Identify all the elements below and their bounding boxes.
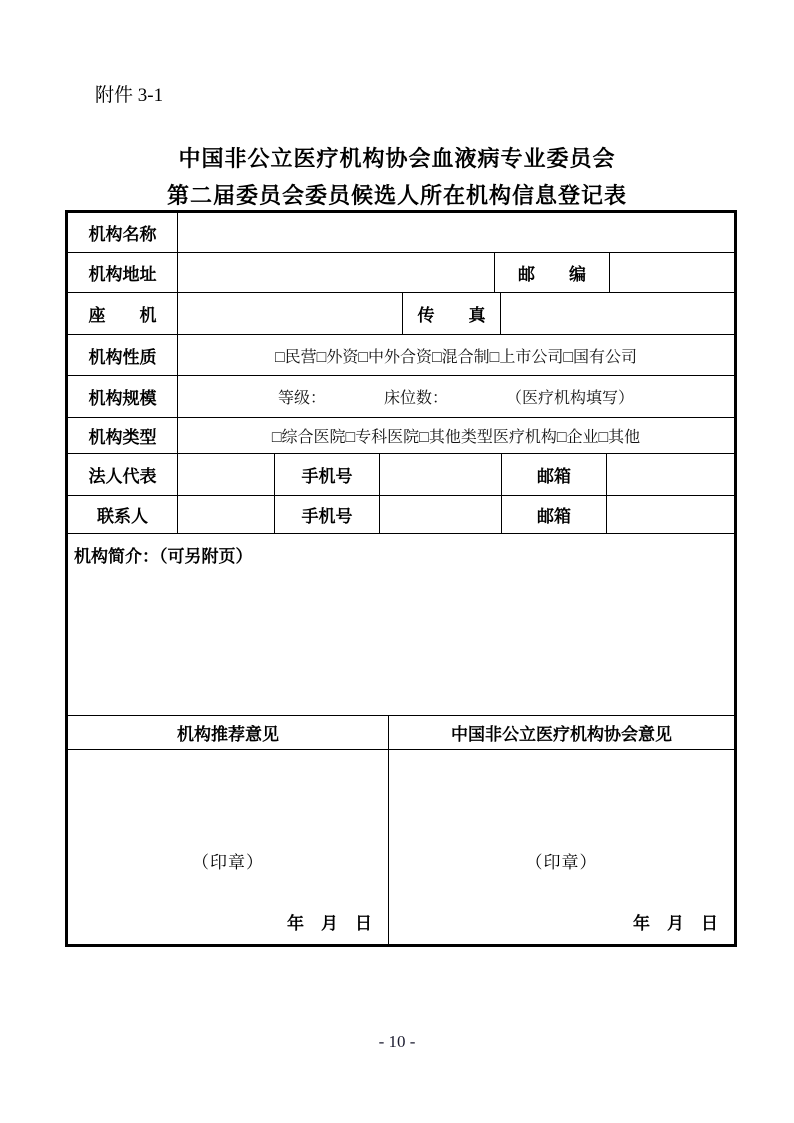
- landline-value-cell: [178, 293, 403, 334]
- contact-person-value-cell: [178, 496, 275, 533]
- page-number: - 10 -: [378, 1032, 416, 1051]
- org-seal-placeholder: （印章）: [192, 853, 264, 872]
- row-institution-address: [68, 253, 734, 293]
- institution-address-value-cell: [178, 253, 495, 292]
- registration-form-table: [65, 210, 737, 947]
- row-institution-nature: [68, 335, 734, 376]
- landline-label: 座 机: [68, 293, 178, 334]
- row-legal-representative: [68, 454, 734, 496]
- association-date-line: 年 月 日: [633, 914, 718, 933]
- row-institution-scale: [68, 376, 734, 418]
- grade-label: 等级：: [277, 390, 326, 407]
- row-institution-name: [68, 213, 734, 253]
- association-opinion-cell: [389, 750, 734, 944]
- contact-mobile-value-cell: [380, 496, 502, 533]
- legal-representative-label: 法人代表: [68, 454, 178, 495]
- document-title-line1: 中国非公立医疗机构协会血液病专业委员会: [178, 146, 616, 171]
- institution-scale-label: 机构规模: [68, 376, 178, 417]
- row-institution-intro: [68, 534, 734, 716]
- association-seal-placeholder: （印章）: [525, 853, 598, 872]
- institution-intro-label: 机构简介：（可另附页）: [74, 547, 253, 566]
- scale-note: （医疗机构填写）: [506, 390, 635, 407]
- row-contact-person: [68, 496, 734, 534]
- institution-type-options: □综合医院□专科医院□其他类型医疗机构□企业□其他: [271, 429, 641, 446]
- document-title: [0, 140, 794, 214]
- row-opinion-body: [68, 750, 734, 944]
- row-landline-fax: [68, 293, 734, 335]
- institution-name-value-cell: [178, 213, 734, 252]
- fax-value-cell: [501, 293, 734, 334]
- institution-nature-options: □民营□外资□中外合资□混合制□上市公司□国有公司: [275, 348, 637, 366]
- institution-address-label: 机构地址: [68, 253, 178, 292]
- beds-label: 床位数：: [383, 390, 448, 407]
- association-opinion-header: 中国非公立医疗机构协会意见: [451, 725, 672, 744]
- row-institution-type: [68, 418, 734, 454]
- org-opinion-header: 机构推荐意见: [68, 716, 389, 749]
- contact-email-value-cell: [607, 496, 734, 533]
- institution-scale-content: [278, 385, 634, 408]
- legal-mobile-label: 手机号: [275, 454, 380, 495]
- contact-mobile-label: 手机号: [275, 496, 380, 533]
- document-title-line2: 第二届委员会委员候选人所在机构信息登记表: [166, 183, 627, 208]
- legal-email-value-cell: [607, 454, 734, 495]
- contact-person-label: 联系人: [68, 496, 178, 533]
- legal-representative-value-cell: [178, 454, 275, 495]
- contact-email-label: 邮箱: [502, 496, 607, 533]
- org-date-line: 年 月 日: [287, 914, 372, 933]
- postcode-value-cell: [610, 253, 734, 292]
- legal-email-label: 邮箱: [502, 454, 607, 495]
- institution-scale-cell: [178, 376, 734, 417]
- institution-nature-label: 机构性质: [68, 335, 178, 375]
- fax-label: 传 真: [403, 293, 501, 334]
- institution-name-label: 机构名称: [68, 213, 178, 252]
- org-opinion-cell: [68, 750, 389, 944]
- postcode-label: 邮 编: [495, 253, 610, 292]
- attachment-label: 附件 3-1: [95, 85, 164, 106]
- row-opinion-headers: [68, 716, 734, 750]
- institution-type-label: 机构类型: [68, 418, 178, 453]
- legal-mobile-value-cell: [380, 454, 502, 495]
